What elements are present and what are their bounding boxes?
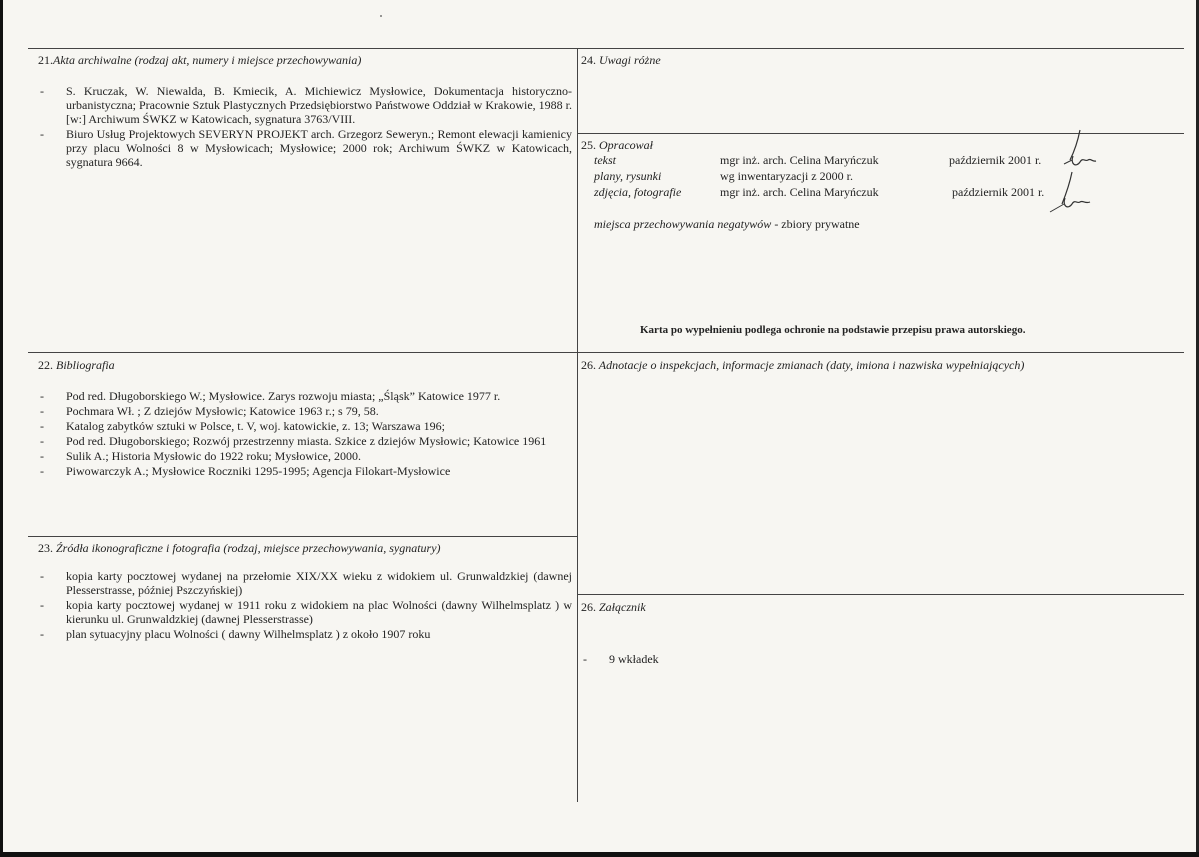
credit-label-photos: zdjęcia, fotografie bbox=[594, 185, 682, 199]
section-24-heading bbox=[581, 53, 661, 68]
section-26-annotations-heading bbox=[581, 358, 1024, 373]
section-25-title: Opracował bbox=[599, 138, 653, 152]
section-24-title: Uwagi różne bbox=[599, 53, 661, 67]
negatives-value: - zbiory prywatne bbox=[774, 217, 860, 231]
credit-label-text: tekst bbox=[594, 153, 616, 167]
list-item: - kopia karty pocztowej wydanej na przełomie XIX/XX wieku z widokiem ul. Grunwaldzkiej (dawnej Plesserstrasse, później Pszczyńskiej) bbox=[38, 569, 572, 597]
credit-date-text: październik 2001 r. bbox=[949, 153, 1042, 167]
signature-2 bbox=[1040, 168, 1100, 216]
section-26-attachment-list bbox=[581, 652, 881, 667]
section-25-heading bbox=[581, 138, 653, 153]
section-22-title: Bibliografia bbox=[56, 358, 115, 372]
section-21-number: 21. bbox=[38, 53, 53, 67]
scan-edge-left bbox=[0, 0, 3, 857]
section-22-number: 22. bbox=[38, 358, 53, 372]
rule-22-23 bbox=[28, 536, 577, 537]
section-26-attachment-title: Załącznik bbox=[599, 600, 646, 614]
column-divider bbox=[577, 48, 578, 802]
rule-21-22 bbox=[28, 352, 1184, 353]
rule-26-attachment bbox=[577, 594, 1184, 595]
section-26-number: 26. bbox=[581, 358, 596, 372]
section-21-list bbox=[38, 84, 572, 170]
copyright-notice: Karta po wypełnieniu podlega ochronie na podstawie przepisu prawa autorskiego. bbox=[640, 324, 1026, 336]
section-22-heading bbox=[38, 358, 115, 373]
section-23-list bbox=[38, 569, 572, 642]
list-item: - Biuro Usług Projektowych SEVERYN PROJEKT arch. Grzegorz Seweryn.; Remont elewacji kamienicy przy placu Wolności 8 w Mysłowicach; Mysłowice; 2000 rok; Archiwum ŚWKZ w Katowicach, sygnatura 9664. bbox=[38, 127, 572, 169]
credit-person-text: mgr inż. arch. Celina Maryńczuk bbox=[720, 153, 879, 167]
list-item: - S. Kruczak, W. Niewalda, B. Kmiecik, A. Michiewicz Mysłowice, Dokumentacja historyczno-urbanistyczna; Pracownie Sztuk Plastycznych Przedsiębiorstwo Państwowe Oddział w Krakowie, 1988 r. [w:] Archiwum ŚWKZ w Katowicach, sygnatura 3763/VIII. bbox=[38, 84, 572, 126]
section-23-heading bbox=[38, 541, 441, 556]
list-item: - kopia karty pocztowej wydanej w 1911 roku z widokiem na plac Wolności (dawny Wilhelmsplatz ) w kierunku ul. Grunwaldzkiej (dawnej Plesserstrasse) bbox=[38, 598, 572, 626]
section-21-title: Akta archiwalne (rodzaj akt, numery i miejsce przechowywania) bbox=[53, 53, 362, 67]
list-item: - Pod red. Długoborskiego W.; Mysłowice. Zarys rozwoju miasta; „Śląsk” Katowice 1977 r. bbox=[38, 389, 572, 403]
section-26-annotations-title: Adnotacje o inspekcjach, informacje zmianach (daty, imiona i nazwiska wypełniających) bbox=[598, 358, 1025, 372]
section-23-number: 23. bbox=[38, 541, 53, 555]
section-23-title: Źródła ikonograficzne i fotografia (rodzaj, miejsce przechowywania, sygnatury) bbox=[56, 541, 441, 555]
section-26-attachment-heading bbox=[581, 600, 646, 615]
scan-edge-bottom bbox=[0, 852, 1199, 857]
list-item: - plan sytuacyjny placu Wolności ( dawny Wilhelmsplatz ) z około 1907 roku bbox=[38, 627, 572, 641]
credit-label-plans: plany, rysunki bbox=[594, 169, 662, 183]
section-22-list bbox=[38, 389, 572, 479]
negatives-storage bbox=[594, 217, 860, 232]
section-21-heading bbox=[38, 53, 361, 68]
list-item: - Katalog zabytków sztuki w Polsce, t. V, woj. katowickie, z. 13; Warszawa 196; bbox=[38, 419, 572, 433]
top-rule bbox=[28, 48, 1184, 49]
scan-speck bbox=[380, 15, 382, 17]
list-item: - Piwowarczyk A.; Mysłowice Roczniki 1295-1995; Agencja Filokart-Mysłowice bbox=[38, 464, 572, 478]
list-item: - 9 wkładek bbox=[581, 652, 881, 666]
credit-person-plans: wg inwentaryzacji z 2000 r. bbox=[720, 169, 853, 183]
credit-person-photos: mgr inż. arch. Celina Maryńczuk bbox=[720, 185, 879, 199]
section-26b-number: 26. bbox=[581, 600, 596, 614]
section-25-number: 25. bbox=[581, 138, 596, 152]
section-24-number: 24. bbox=[581, 53, 596, 67]
credit-date-photos: październik 2001 r. bbox=[952, 185, 1045, 199]
negatives-label: miejsca przechowywania negatywów bbox=[594, 217, 772, 231]
list-item: - Pod red. Długoborskiego; Rozwój przestrzenny miasta. Szkice z dziejów Mysłowic; Katowice 1961 bbox=[38, 434, 572, 448]
list-item: - Sulik A.; Historia Mysłowic do 1922 roku; Mysłowice, 2000. bbox=[38, 449, 572, 463]
list-item: - Pochmara Wł. ; Z dziejów Mysłowic; Katowice 1963 r.; s 79, 58. bbox=[38, 404, 572, 418]
